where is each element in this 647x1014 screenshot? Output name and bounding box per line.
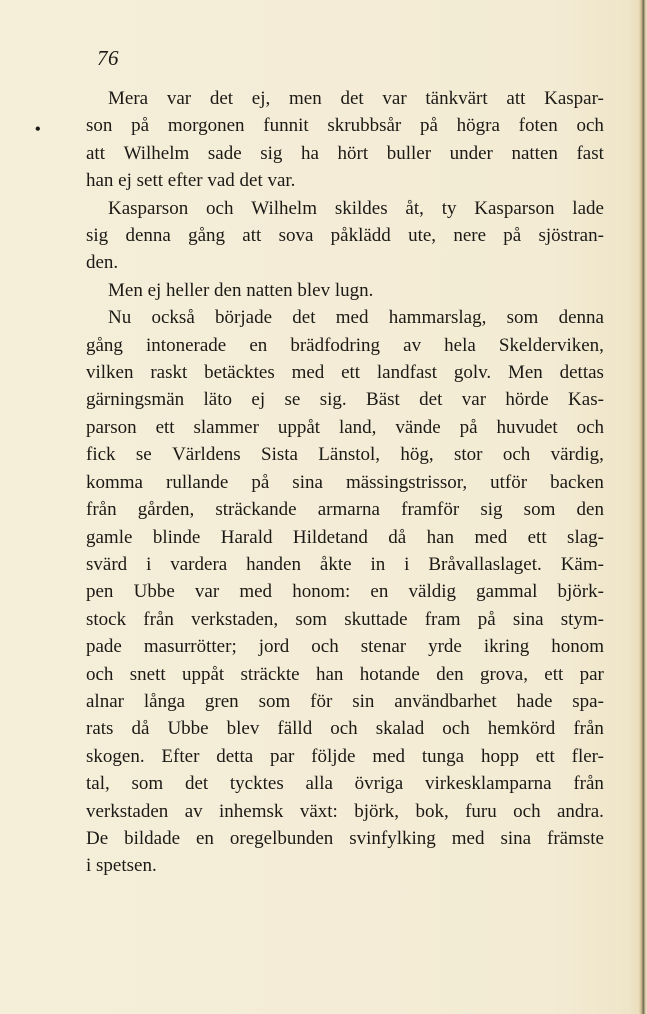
page-edge-shadow [639,0,647,1014]
text-line: vilken raskt betäcktes med ett landfast golv. Men dettas [86,362,604,384]
paragraph [86,277,604,304]
paragraph [86,85,604,195]
text-line: komma rullande på sina mässingstrissor, utför backen [86,471,604,493]
text-line: att Wilhelm sade sig ha hört buller under natten fast [86,142,604,164]
text-line: svärd i vardera handen åkte in i Bråvallaslaget. Käm- [86,553,604,575]
paragraph [86,304,604,880]
text-line: parson ett slammer uppåt land, vände på huvudet och [86,416,604,438]
text-line: i spetsen. [86,855,157,877]
page-number: 76 [97,46,119,70]
text-line: och snett uppåt sträckte han hotande den grova, ett par [86,663,604,685]
text-line: pen Ubbe var med honom: en väldig gammal björk- [86,581,604,603]
text-line: alnar långa gren som för sin användbarhet hade spa- [86,690,604,712]
text-line: den. [86,252,119,274]
text-line: skogen. Efter detta par följde med tunga hopp ett fler- [86,745,604,767]
text-line: fick se Världens Sista Länstol, hög, stor och värdig, [86,444,604,466]
text-line: pade masurrötter; jord och stenar yrde ikring honom [86,636,604,658]
text-line: Nu också började det med hammarslag, som denna [108,307,604,329]
text-line: tal, som det tycktes alla övriga virkesklamparna från [86,773,604,795]
body-text [86,85,604,880]
text-line: son på morgonen funnit skrubbsår på högra foten och [86,115,604,137]
paragraph [86,195,604,277]
text-line: gång intonerade en brädfodring av hela Skelderviken, [86,334,604,356]
text-line: De bildade en oregelbunden svinfylking med sina främste [86,827,604,849]
text-line: han ej sett efter vad det var. [86,170,296,192]
text-line: Mera var det ej, men det var tänkvärt att Kaspar- [108,88,604,109]
text-line: sig denna gång att sova påklädd ute, nere på sjöstran- [86,225,604,247]
text-line: verkstaden av inhemsk växt: björk, bok, furu och andra. [86,800,604,822]
text-line: rats då Ubbe blev fälld och skalad och hemkörd från [86,718,604,740]
text-line: från gården, sträckande armarna framför sig som den [86,499,604,521]
text-line: stock från verkstaden, som skuttade fram på sina stym- [86,608,604,630]
text-line: gamle blinde Harald Hildetand då han med ett slag- [86,526,604,548]
text-line: Kasparson och Wilhelm skildes åt, ty Kasparson lade [108,197,604,219]
text-line: Men ej heller den natten blev lugn. [108,279,374,301]
text-line: gärningsmän läto ej se sig. Bäst det var hörde Kas- [86,389,604,411]
margin-mark: • [35,121,41,138]
